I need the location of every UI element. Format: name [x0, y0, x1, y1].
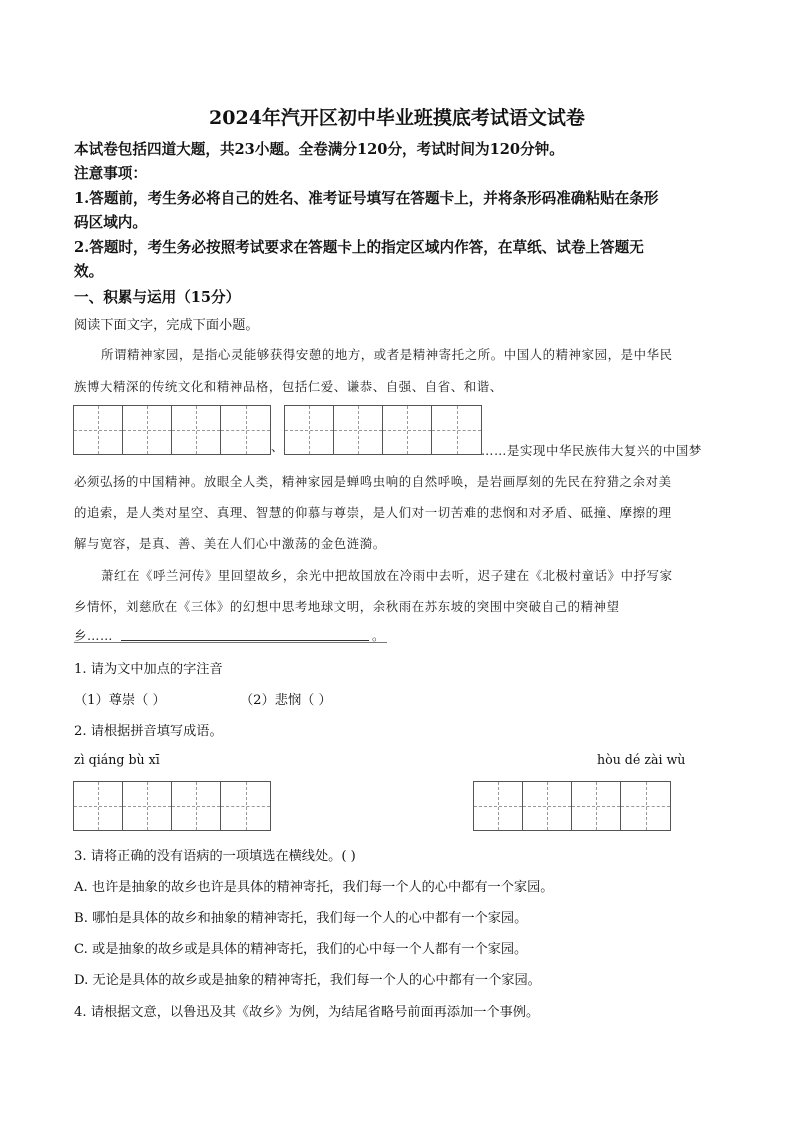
- question-2-label: 2. 请根据拼音填写成语。: [74, 724, 223, 739]
- question-4-label: 4. 请根据文意，以鲁迅及其《故乡》为例，为结尾省略号前面再添加一个事例。: [74, 1005, 540, 1020]
- grid-cell[interactable]: [172, 782, 221, 830]
- question-1-item-2: （2）悲悯（ ）: [240, 693, 332, 708]
- divider: [74, 642, 387, 643]
- passage-line: 所谓精神家园，是指心灵能够获得安憩的地方，或者是精神寄托之所。中国人的精神家园，是中华民: [101, 347, 673, 362]
- passage-line: 族博大精深的传统文化和精神品格，包括仁爱、谦恭、自强、自省、和谐、: [74, 379, 503, 394]
- answer-grid-3[interactable]: [73, 781, 271, 831]
- grid-cell[interactable]: [74, 406, 123, 454]
- passage-line: 乡……: [74, 628, 113, 643]
- grid-cell[interactable]: [621, 782, 670, 830]
- option-b: B. 哪怕是具体的故乡和抽象的精神寄托，我们每一个人的心中都有一个家园。: [74, 911, 528, 926]
- answer-grid-1[interactable]: [73, 405, 271, 455]
- pinyin-1: zì qiáng bù xī: [74, 752, 160, 767]
- notice-item-2: 2.答题时，考生务必按照考试要求在答题卡上的指定区域内作答，在草纸、试卷上答题无: [74, 239, 644, 256]
- grid-cell[interactable]: [572, 782, 621, 830]
- notice-item-2-cont: 效。: [74, 263, 104, 280]
- passage-line: 乡情怀，刘慈欣在《三体》的幻想中思考地球文明，余秋雨在苏东坡的突围中突破自己的精神望: [74, 599, 620, 614]
- fill-in-blank-line[interactable]: [121, 640, 369, 641]
- passage-line: 必须弘扬的中国精神。放眼全人类，精神家园是蝉鸣虫响的自然呼唤，是岩画厚刻的先民在狩猎之余对美: [74, 474, 672, 489]
- grid-cell[interactable]: [383, 406, 432, 454]
- option-c: C. 或是抽象的故乡或是具体的精神寄托，我们的心中每一个人都有一个家园。: [74, 942, 528, 957]
- notice-heading: 注意事项：: [74, 165, 147, 182]
- passage-line: 萧红在《呼兰河传》里回望故乡，余光中把故国放在冷雨中去听，迟子建在《北极村童话》中抒写家: [101, 568, 673, 583]
- pinyin-2: hòu dé zài wù: [597, 752, 686, 767]
- notice-item-1: 1.答题前，考生务必将自己的姓名、准考证号填写在答题卡上，并将条形码准确粘贴在条形: [74, 190, 659, 207]
- grid-cell[interactable]: [221, 782, 270, 830]
- reading-instruction: 阅读下面文字，完成下面小题。: [74, 318, 259, 333]
- grid-cell[interactable]: [523, 782, 572, 830]
- option-d: D. 无论是具体的故乡或是抽象的精神寄托，我们每一个人的心中都有一个家园。: [74, 973, 541, 988]
- grid-cell[interactable]: [123, 406, 172, 454]
- section-heading: 一、积累与运用（15分）: [74, 289, 241, 306]
- question-3-label: 3. 请将正确的没有语病的一项填选在横线处。( ): [74, 849, 356, 864]
- grid-cell[interactable]: [172, 406, 221, 454]
- grid-cell[interactable]: [221, 406, 270, 454]
- grid-cell[interactable]: [74, 782, 123, 830]
- grid-cell[interactable]: [474, 782, 523, 830]
- option-a: A. 也许是抽象的故乡也许是具体的精神寄托，我们每一个人的心中都有一个家园。: [74, 880, 554, 895]
- exam-intro: 本试卷包括四道大题，共23小题。全卷满分120分，考试时间为120分钟。: [74, 141, 564, 158]
- answer-grid-4[interactable]: [473, 781, 671, 831]
- page-title: 2024年汽开区初中毕业班摸底考试语文试卷: [209, 107, 585, 129]
- grid-cell[interactable]: [334, 406, 383, 454]
- grid-cell[interactable]: [123, 782, 172, 830]
- passage-line-end: 。: [372, 628, 385, 643]
- notice-item-1-cont: 码区域内。: [74, 214, 147, 231]
- passage-line: ……是实现中华民族伟大复兴的中国梦: [481, 443, 702, 458]
- passage-line: 解与宽容，是真、善、美在人们心中激荡的金色涟漪。: [74, 536, 386, 551]
- question-1-label: 1. 请为文中加点的字注音: [74, 662, 223, 677]
- passage-line: 的追索，是人类对星空、真理、智慧的仰慕与尊崇，是人们对一切苦难的悲悯和对矛盾、砥撞、摩擦的理: [74, 505, 672, 520]
- question-1-item-1: （1）尊崇（ ）: [74, 693, 166, 708]
- grid-cell[interactable]: [432, 406, 481, 454]
- answer-grid-2[interactable]: [284, 405, 482, 455]
- grid-cell[interactable]: [285, 406, 334, 454]
- grid-separator: 、: [271, 439, 284, 454]
